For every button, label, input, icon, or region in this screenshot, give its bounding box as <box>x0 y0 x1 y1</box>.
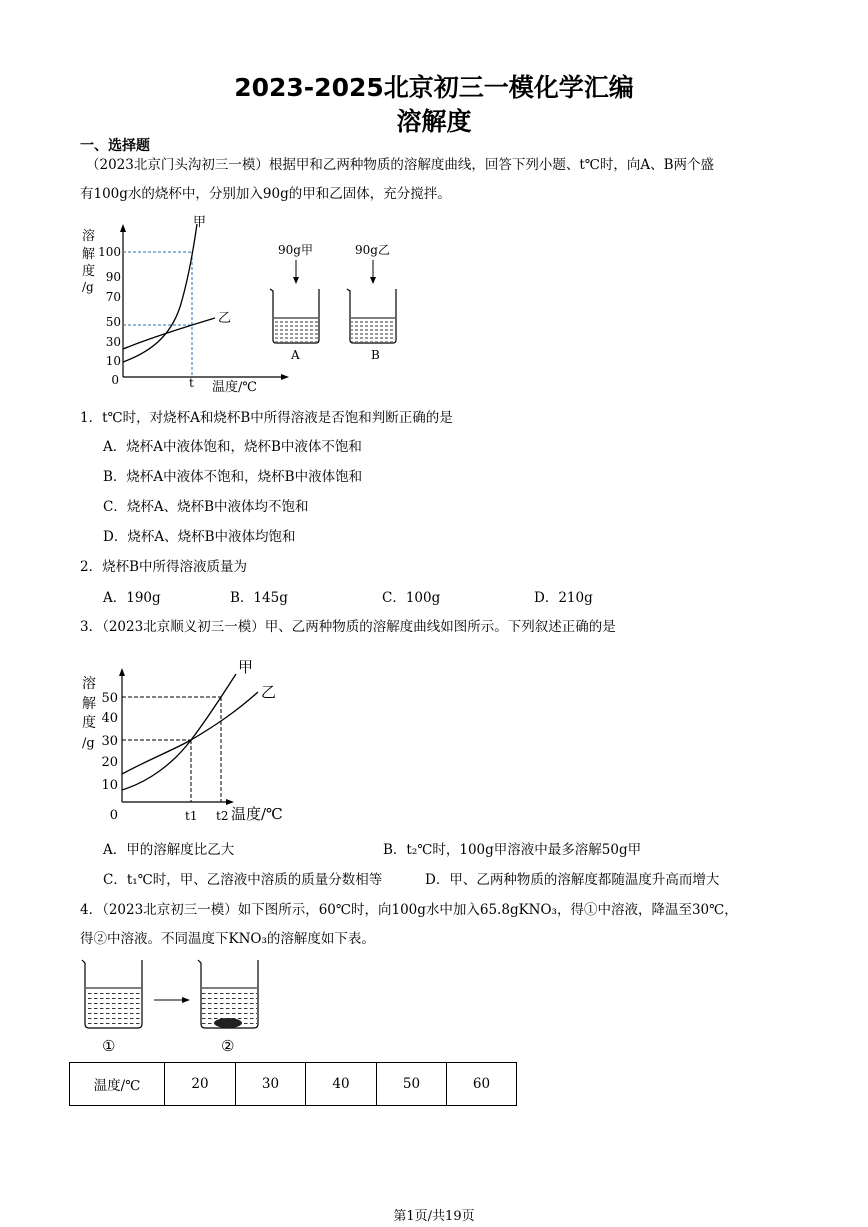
q1-option-b[interactable]: B．烧杯A中液体不饱和，烧杯B中液体饱和 <box>103 469 363 485</box>
fig2-ytick-20: 20 <box>101 755 118 770</box>
fig2-label-yi: 乙 <box>261 683 277 701</box>
q3-option-b[interactable]: B．t₂℃时，100g甲溶液中最多溶解50g甲 <box>383 842 642 858</box>
fig2-curve-jia <box>122 674 236 790</box>
fig2-label-jia: 甲 <box>238 658 254 676</box>
section-heading: 一、选择题 <box>80 138 150 154</box>
q2-option-b[interactable]: B．145g <box>230 590 288 606</box>
beaker-b-liquid <box>351 319 395 342</box>
fig1-ytick-70: 70 <box>105 290 121 304</box>
table-row <box>70 1063 517 1106</box>
q3-option-a[interactable]: A．甲的溶解度比乙大 <box>103 842 235 858</box>
q2-stem: 2．烧杯B中所得溶液质量为 <box>80 559 248 575</box>
beaker-2-label: ② <box>221 1037 235 1055</box>
fig1-ytick-50: 50 <box>105 315 121 329</box>
fig1-label-jia: 甲 <box>193 215 207 230</box>
page-footer: 第1页/共19页 <box>393 1209 475 1224</box>
fig2-ylabel-2: 度 <box>82 715 96 731</box>
fig1-ylabel-3: /g <box>82 280 94 294</box>
fig2-ylabel-0: 溶 <box>82 676 96 692</box>
fig1-ytick-0: 0 <box>111 373 119 387</box>
q3-option-c[interactable]: C．t₁℃时，甲、乙溶液中溶质的质量分数相等 <box>103 872 383 888</box>
fig1-xtick-t: t <box>189 376 194 390</box>
q4-line1: 4．（2023北京初三一模）如下图所示，60℃时，向100g水中加入65.8gKNO₃，得①中溶液，降温至30℃， <box>80 902 738 918</box>
fig2-ytick-40: 40 <box>101 711 118 726</box>
table-cell: 30 <box>236 1063 306 1106</box>
q1-option-a[interactable]: A．烧杯A中液体饱和，烧杯B中液体不饱和 <box>103 439 362 455</box>
fig1-ylabel-0: 溶 <box>82 229 96 244</box>
table-cell: 20 <box>165 1063 236 1106</box>
beaker-a-label: A <box>291 348 300 362</box>
fig1-curve-yi <box>123 318 215 349</box>
kno3-solubility-table <box>69 1062 517 1106</box>
fig2-xtick-t1: t1 <box>185 809 198 823</box>
q2-option-d[interactable]: D．210g <box>534 590 593 606</box>
kno3-beakers-figure <box>76 956 276 1056</box>
beaker-a-add-label: 90g甲 <box>278 243 313 257</box>
document-subtitle: 溶解度 <box>396 107 472 136</box>
q3-option-d[interactable]: D．甲、乙两种物质的溶解度都随温度升高而增大 <box>425 872 720 888</box>
table-header-cell: 温度/℃ <box>70 1063 165 1106</box>
fig2-ytick-10: 10 <box>101 778 118 793</box>
q1-option-d[interactable]: D．烧杯A、烧杯B中液体均饱和 <box>103 529 296 545</box>
fig2-ytick-30: 30 <box>101 734 118 749</box>
q2-option-c[interactable]: C．100g <box>382 590 441 606</box>
question-intro-line1: （2023北京门头沟初三一模）根据甲和乙两种物质的溶解度曲线，回答下列小题、t℃时，向A、B两个盛 <box>86 157 715 173</box>
beaker-1-liquid <box>86 989 141 1027</box>
solubility-figure-2 <box>78 652 298 830</box>
document-title: 2023-2025北京初三一模化学汇编 <box>234 73 634 102</box>
question-intro-line2: 有100g水的烧杯中，分别加入90g的甲和乙固体，充分搅拌。 <box>80 186 451 202</box>
q1-stem: 1．t℃时，对烧杯A和烧杯B中所得溶液是否饱和判断正确的是 <box>80 410 453 426</box>
fig1-curve-jia <box>123 224 197 362</box>
table-cell: 50 <box>377 1063 447 1106</box>
beaker-2-crystals <box>214 1018 242 1028</box>
fig2-xlabel: 温度/℃ <box>231 805 283 823</box>
fig1-label-yi: 乙 <box>218 311 232 326</box>
solubility-figure-1 <box>75 212 415 397</box>
fig1-xlabel: 温度/℃ <box>212 380 257 395</box>
q4-line2: 得②中溶液。不同温度下KNO₃的溶解度如下表。 <box>80 931 375 947</box>
fig2-curve-yi <box>122 692 258 774</box>
q2-option-a[interactable]: A．190g <box>103 590 161 606</box>
fig1-ylabel-1: 解 <box>82 247 96 262</box>
fig1-ytick-90: 90 <box>105 270 121 284</box>
table-cell: 40 <box>306 1063 377 1106</box>
fig1-ylabel-2: 度 <box>82 264 96 279</box>
fig2-ytick-0: 0 <box>109 808 118 823</box>
fig1-ytick-30: 30 <box>105 335 121 349</box>
fig2-ylabel-3: /g <box>82 736 95 751</box>
q1-option-c[interactable]: C．烧杯A、烧杯B中液体均不饱和 <box>103 499 309 515</box>
table-cell: 60 <box>447 1063 517 1106</box>
fig2-xtick-t2: t2 <box>216 809 229 823</box>
fig2-ylabel-1: 解 <box>82 696 96 712</box>
fig1-ytick-10: 10 <box>105 354 121 368</box>
beaker-a-liquid <box>274 319 318 342</box>
q3-stem: 3．（2023北京顺义初三一模）甲、乙两种物质的溶解度曲线如图所示。下列叙述正确的是 <box>80 619 616 635</box>
beaker-b-add-label: 90g乙 <box>355 243 390 257</box>
beaker-1-label: ① <box>102 1037 116 1055</box>
beaker-b-label: B <box>371 348 380 362</box>
fig1-ytick-100: 100 <box>98 245 121 259</box>
fig2-ytick-50: 50 <box>101 691 118 706</box>
